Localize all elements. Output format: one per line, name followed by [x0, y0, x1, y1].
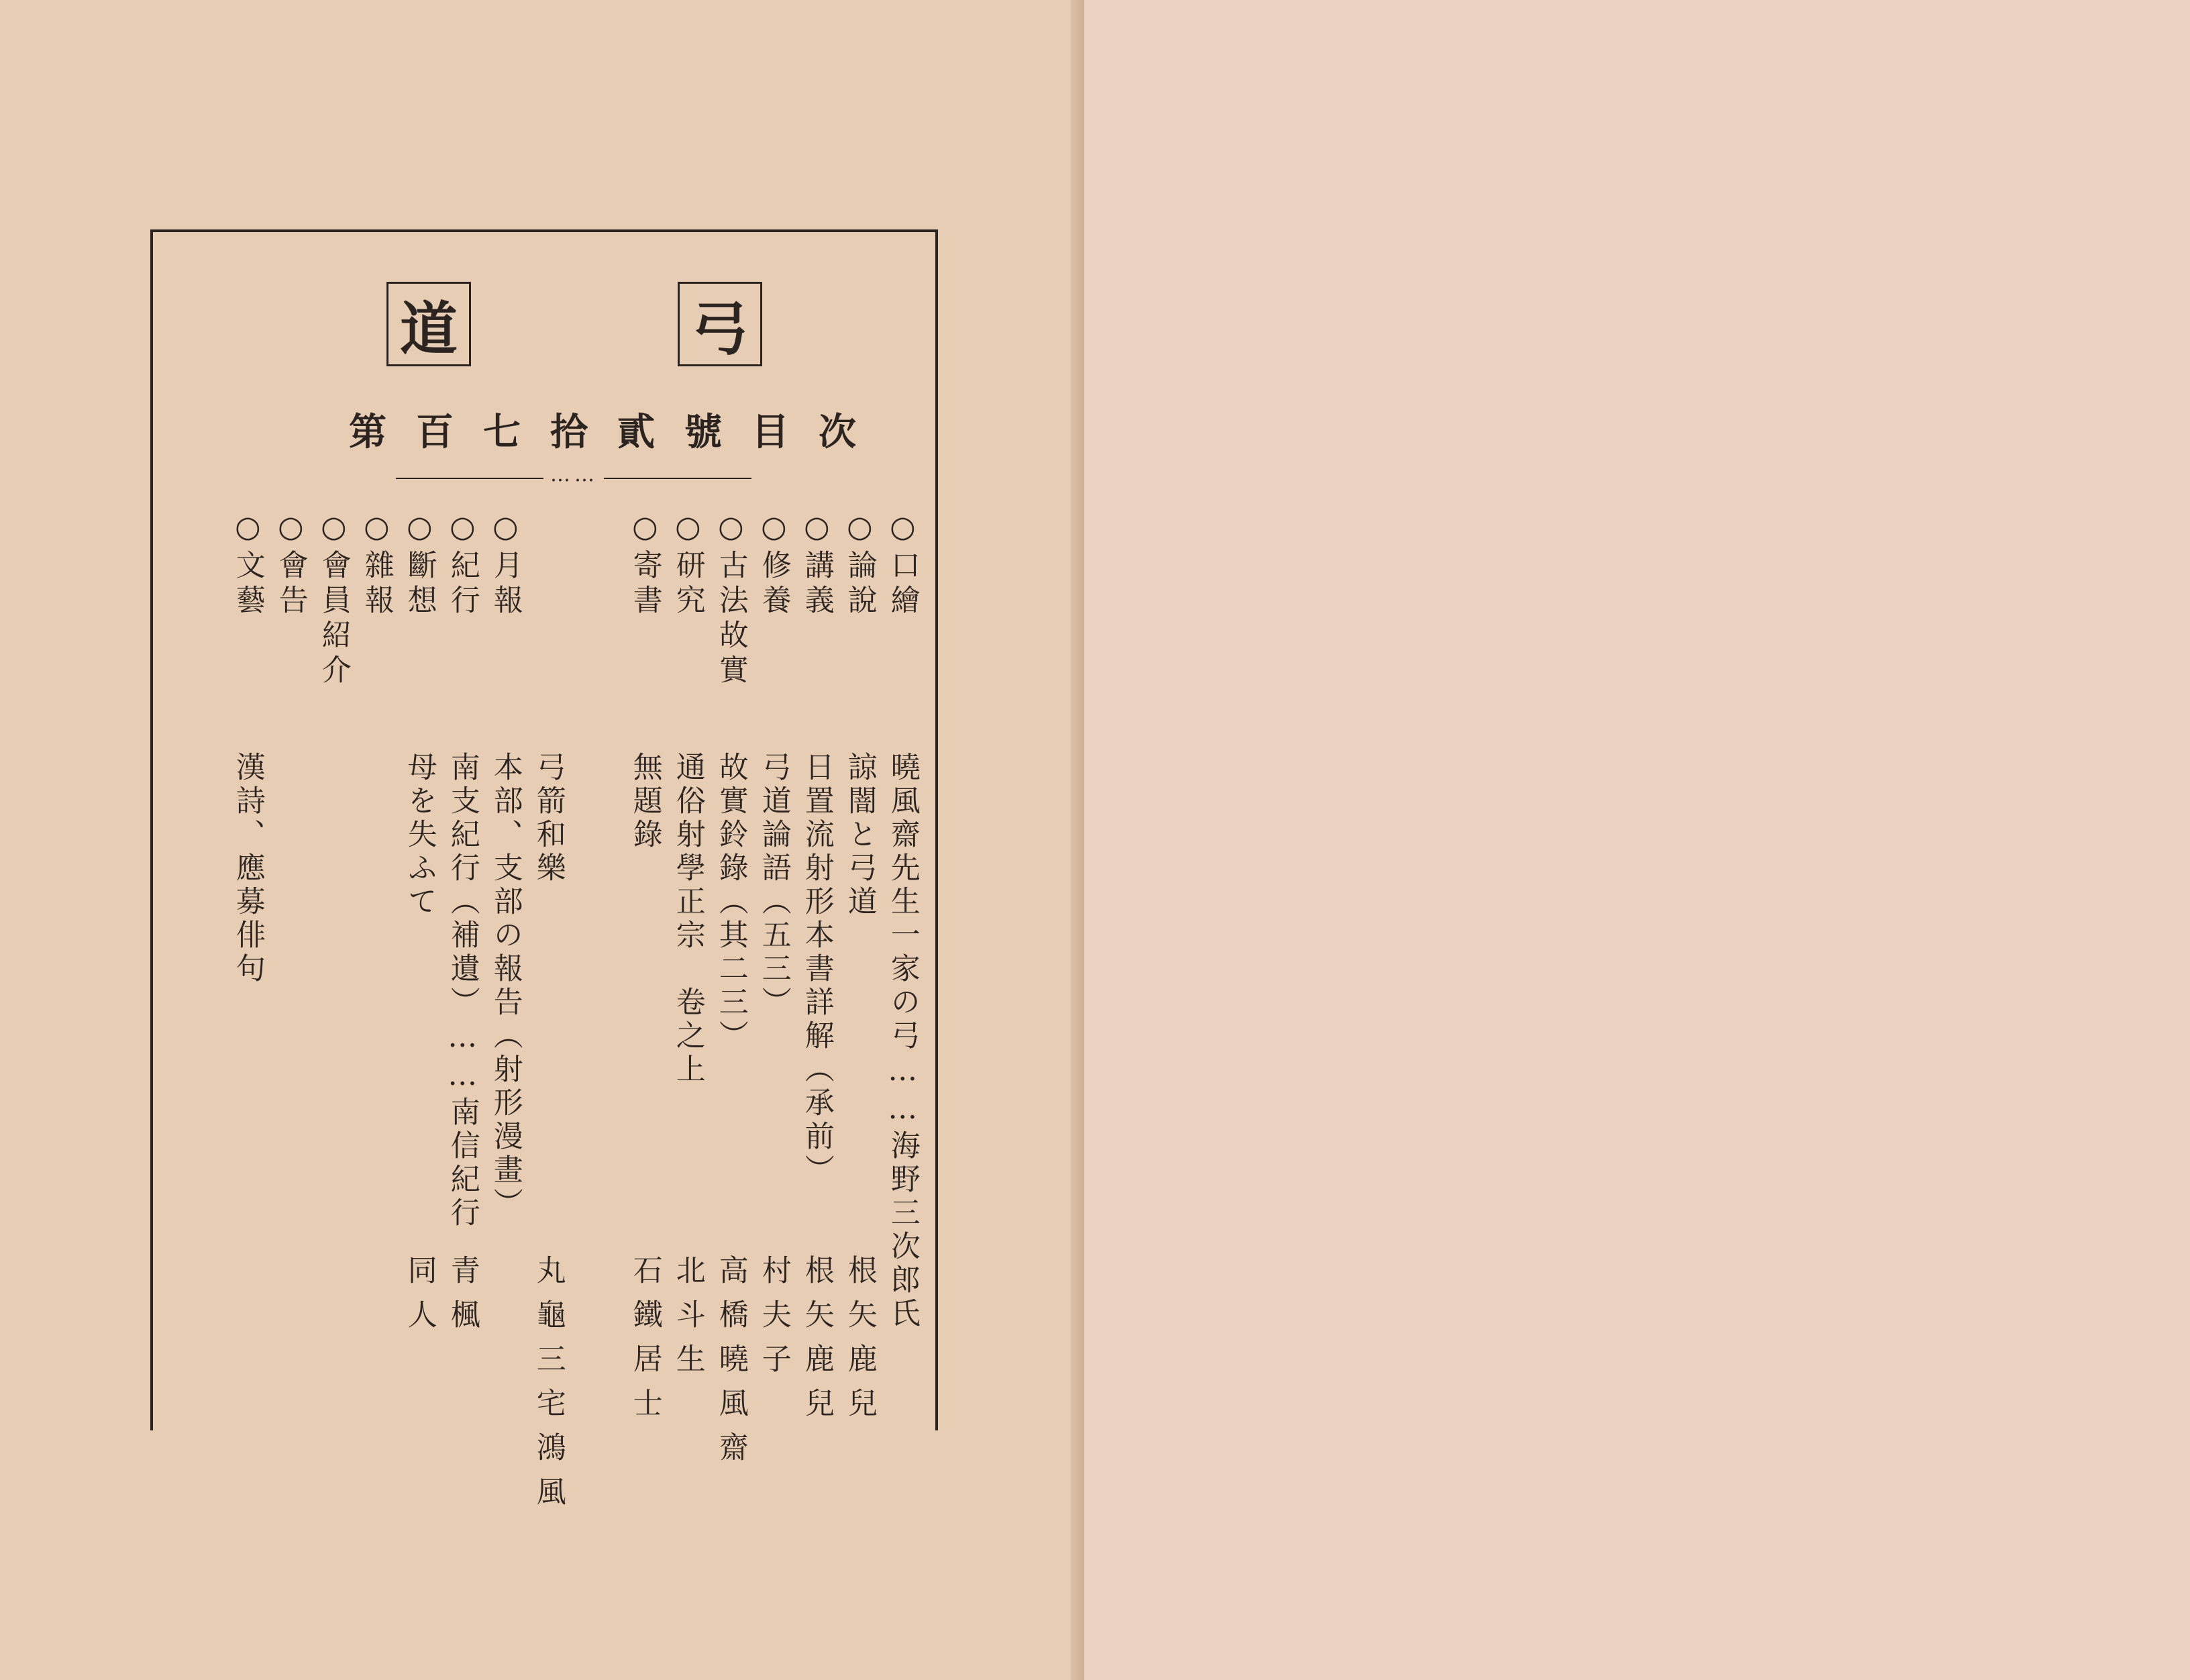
- toc-entry: [487, 510, 523, 1221]
- divider-right: [604, 478, 751, 479]
- toc-category: ○雜報: [359, 510, 394, 619]
- toc-category: ○講義: [799, 510, 834, 619]
- advertisement-page: [1084, 0, 2190, 1680]
- toc-author: 根矢鹿兒: [842, 1255, 877, 1432]
- toc-title: 弓箭和樂: [531, 751, 566, 886]
- journal-title-char-1: 弓: [678, 282, 762, 366]
- toc-category: ○修養: [756, 510, 791, 619]
- divider-dots: ……: [550, 463, 598, 486]
- divider-left: [396, 478, 543, 479]
- toc-author: 村夫子: [756, 1255, 791, 1387]
- toc-title: 曉風齋先生一家の弓……海野三次郎氏: [885, 751, 920, 1331]
- toc-title: 日置流射形本書詳解（承前）: [799, 751, 834, 1188]
- toc-title: 母を失ふて: [402, 751, 437, 919]
- toc-category: ○月報: [488, 510, 523, 619]
- toc-entry: [401, 510, 437, 1343]
- toc-entry: [444, 510, 480, 1343]
- toc-title: 故實鈴錄（其二三）: [713, 751, 748, 1053]
- toc-title: 通俗射學正宗 卷之上: [670, 751, 705, 1087]
- toc-title: 本部、支部の報告（射形漫畫）: [488, 751, 523, 1221]
- toc-title: 無題錄: [627, 751, 662, 852]
- toc-author: 根矢鹿兒: [799, 1255, 834, 1432]
- toc-category: ○古法故實: [713, 510, 748, 689]
- toc-category: ○口繪: [885, 510, 920, 619]
- contents-page: [0, 0, 1084, 1680]
- toc-entry: [670, 510, 705, 1387]
- toc-title: 南支紀行（補遺）……南信紀行: [445, 751, 480, 1230]
- toc-author: 同人: [402, 1255, 437, 1343]
- toc-entry: [358, 510, 394, 619]
- journal-title-char-2: 道: [386, 282, 471, 366]
- toc-title: 諒闇と弓道: [842, 751, 877, 919]
- toc-author: 丸龜三宅鴻風: [531, 1255, 566, 1520]
- toc-entry: [229, 510, 265, 986]
- toc-category: ○會告: [273, 510, 308, 619]
- toc-category: ○紀行: [445, 510, 480, 619]
- toc-category: ○研究: [670, 510, 705, 619]
- toc-category: ○文藝: [230, 510, 265, 619]
- toc-title: 弓道論語（五三）: [756, 751, 791, 1020]
- toc-category: ○論說: [842, 510, 877, 619]
- toc-author: 石鐵居士: [627, 1255, 662, 1432]
- toc-title: 漢詩、應募俳句: [230, 751, 265, 986]
- toc-entry: [315, 510, 351, 689]
- toc-entry: [755, 510, 791, 1387]
- toc-author: 青楓: [445, 1255, 480, 1343]
- toc-entry: [884, 510, 920, 1331]
- toc-entry: [841, 510, 877, 1432]
- toc-author: 高橋曉風齋: [713, 1255, 748, 1476]
- toc-author: 北斗生: [670, 1255, 705, 1387]
- issue-heading-text: 第百七拾貳號目次: [349, 410, 886, 454]
- issue-heading: [349, 403, 886, 456]
- toc-category: ○寄書: [627, 510, 662, 619]
- toc-category: ○會員紹介: [316, 510, 351, 689]
- toc-entry: [272, 510, 308, 619]
- toc-category: ○斷想: [402, 510, 437, 619]
- toc-entry: [798, 510, 834, 1432]
- toc-entry: [713, 510, 748, 1476]
- toc-entry: [627, 510, 662, 1432]
